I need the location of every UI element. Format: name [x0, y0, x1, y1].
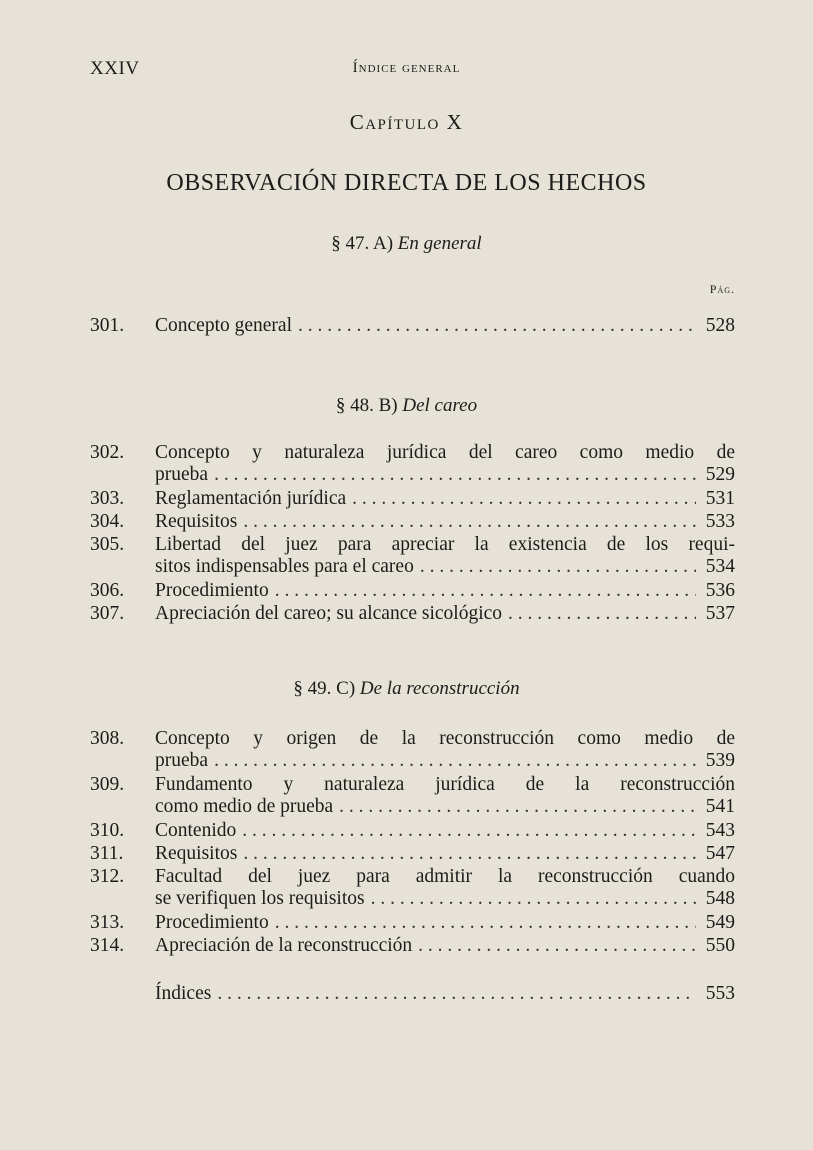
entry-text: Procedimiento [155, 912, 269, 933]
entry-page: 541 [705, 796, 735, 817]
section-title: En general [397, 233, 482, 254]
entry-page: 533 [705, 511, 735, 532]
entry-number: 301. [90, 315, 125, 336]
leader-dots [243, 843, 695, 865]
leader-dots [214, 750, 696, 772]
entry-text: Requisitos [155, 843, 238, 864]
entry-text: se verifiquen los requisitos [155, 888, 365, 909]
entry-number: 306. [90, 580, 125, 601]
entry-text: prueba [155, 464, 209, 485]
entry-text: prueba [155, 750, 209, 771]
entry-page: 550 [705, 935, 735, 956]
entry-number: 309. [90, 774, 125, 795]
entry-page: 549 [705, 912, 735, 933]
entry-page: 547 [705, 843, 735, 864]
entry-number: 303. [90, 488, 125, 509]
entry-page: 548 [705, 888, 735, 909]
leader-dots [275, 912, 696, 934]
section-label: § 49. C) [293, 678, 356, 699]
entry-text: Índices [155, 983, 212, 1004]
entry-number: 305. [90, 534, 125, 555]
entry-text: Apreciación de la reconstrucción [155, 935, 413, 956]
entry-page: 531 [705, 488, 735, 509]
leader-dots [298, 315, 696, 337]
entry-page: 539 [705, 750, 735, 771]
entry-text: Apreciación del careo; su alcance sicológico [155, 603, 503, 624]
leader-dots [242, 820, 696, 842]
leader-dots [275, 580, 696, 602]
leader-dots [339, 796, 696, 818]
entry-text: Fundamento y naturaleza jurídica de la reconstrucción [155, 774, 735, 795]
leader-dots [352, 488, 696, 510]
running-title: Índice general [352, 60, 461, 76]
section-label: § 48. B) [335, 395, 398, 416]
entry-number: 302. [90, 442, 125, 463]
entry-text: Concepto y origen de la reconstrucción como medio de [155, 728, 735, 749]
page-column-label: Pág. [709, 282, 735, 296]
entry-page: 537 [705, 603, 735, 624]
leader-dots [508, 603, 696, 625]
entry-number: 308. [90, 728, 125, 749]
chapter-title: OBSERVACIÓN DIRECTA DE LOS HECHOS [166, 170, 647, 196]
entry-number: 311. [90, 843, 124, 864]
section-heading-48 [0, 395, 813, 417]
entry-number: 307. [90, 603, 125, 624]
entry-number: 304. [90, 511, 125, 532]
entry-text: Concepto general [155, 315, 292, 336]
entry-text: Procedimiento [155, 580, 269, 601]
entry-text: Contenido [155, 820, 237, 841]
section-title: Del careo [402, 395, 478, 416]
section-title: De la reconstrucción [359, 678, 520, 699]
page-number: XXIV [90, 58, 140, 79]
entry-page: 553 [705, 983, 735, 1004]
entry-number: 314. [90, 935, 125, 956]
entry-text: Reglamentación jurídica [155, 488, 347, 509]
leader-dots [214, 464, 696, 486]
section-heading-49 [0, 678, 813, 700]
entry-number: 313. [90, 912, 125, 933]
entry-text: Libertad del juez para apreciar la existencia de los requi- [155, 534, 735, 555]
entry-page: 536 [705, 580, 735, 601]
leader-dots [420, 556, 696, 578]
entry-text: como medio de prueba [155, 796, 334, 817]
leader-dots [371, 888, 696, 910]
section-heading-47 [0, 233, 813, 255]
leader-dots [243, 511, 695, 533]
leader-dots [418, 935, 696, 957]
entry-page: 543 [705, 820, 735, 841]
entry-number: 312. [90, 866, 125, 887]
entry-text: sitos indispensables para el careo [155, 556, 414, 577]
entry-page: 529 [705, 464, 735, 485]
entry-text: Concepto y naturaleza jurídica del careo como medio de [155, 442, 735, 463]
section-label: § 47. A) [331, 233, 394, 254]
entry-page: 528 [705, 315, 735, 336]
entry-page: 534 [705, 556, 735, 577]
entry-text: Requisitos [155, 511, 238, 532]
chapter-heading: Capítulo X [349, 110, 464, 134]
entry-number: 310. [90, 820, 125, 841]
entry-text: Facultad del juez para admitir la reconstrucción cuando [155, 866, 735, 887]
